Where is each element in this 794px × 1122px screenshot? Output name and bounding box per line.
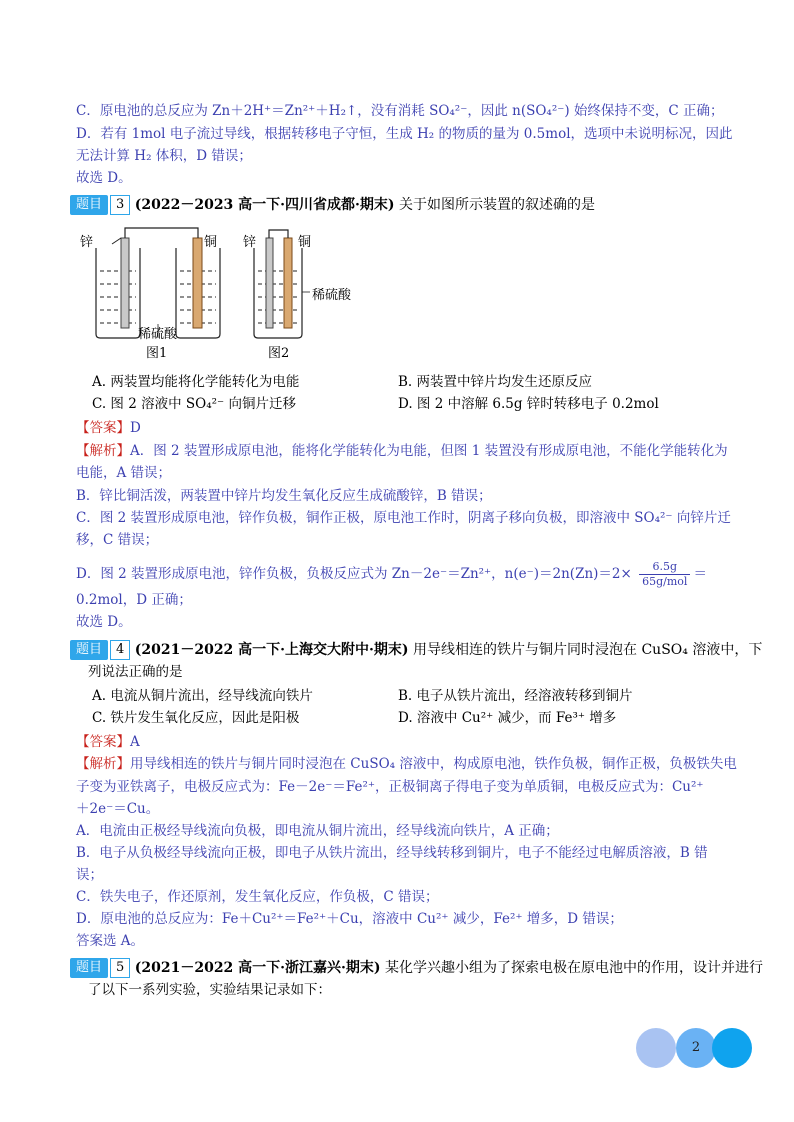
question-4-header	[70, 639, 762, 661]
q4-analysis-1: 【解析】用导线相连的铁片与铜片同时浸泡在 CuSO₄ 溶液中，构成原电池，铁作负极，铜作正极，负极铁失电	[76, 756, 737, 772]
fig1-caption: 图1	[146, 346, 168, 361]
q4-analysis-4: A．电流由正极经导线流向负极，即电流从铜片流出，经导线流向铁片，A 正确；	[76, 823, 559, 839]
question-3-header	[70, 194, 595, 216]
q3-option-b: B. 两装置中锌片均发生还原反应	[398, 374, 593, 390]
q4-analysis-2: 子变为亚铁离子，电极反应式为：Fe－2e⁻＝Fe²⁺，正极铜离子得电子变为单质铜，电极反应式为：Cu²⁺	[76, 779, 704, 795]
question-stem: 某化学兴趣小组为了探索电极在原电池中的作用，设计并进行	[385, 960, 764, 976]
q4-analysis-8: D．原电池的总反应为：Fe＋Cu²⁺＝Fe²⁺＋Cu，溶液中 Cu²⁺ 减少，Fe²⁺ 增多，D 错误；	[76, 911, 623, 927]
prev-analysis-d1: D．若有 1mol 电子流过导线，根据转移电子守恒，生成 H₂ 的物质的量为 0.5mol，选项中未说明标况，因此	[76, 126, 733, 142]
q3-analysis-3: B．锌比铜活泼，两装置中锌片均发生氧化反应生成硫酸锌，B 错误；	[76, 488, 492, 504]
q4-analysis-3: ＋2e⁻＝Cu。	[76, 801, 160, 817]
q3-analysis-8: 故选 D。	[76, 614, 132, 630]
q4-analysis-9: 答案选 A。	[76, 933, 145, 949]
question-stem: 用导线相连的铁片与铜片同时浸泡在 CuSO₄ 溶液中，下	[413, 642, 763, 658]
figure-1-beakers	[96, 228, 220, 338]
question-number: 5	[110, 958, 130, 978]
fig2-caption: 图2	[268, 346, 290, 361]
q4-analysis-6: 误；	[76, 867, 103, 883]
fraction: 6.5g 65g/mol	[639, 560, 690, 589]
q3-analysis-4: C．图 2 装置形成原电池，锌作负极，铜作正极，原电池工作时，阴离子移向负极，即溶液中 SO₄²⁻ 向锌片迁	[76, 510, 731, 526]
prev-answer: 故选 D。	[76, 170, 132, 186]
question-tag: 题目	[70, 195, 108, 215]
q5-stem-2: 了以下一系列实验，实验结果记录如下：	[88, 982, 331, 998]
fig1-acid-label: 稀硫酸	[138, 327, 178, 342]
q4-option-a: A. 电流从铜片流出，经导线流向铁片	[92, 688, 313, 704]
q4-analysis-7: C．铁失电子，作还原剂，发生氧化反应，作负极，C 错误；	[76, 889, 439, 905]
q4-option-c: C. 铁片发生氧化反应，因此是阳极	[92, 710, 300, 726]
question-tag: 题目	[70, 640, 108, 660]
page-number: 2	[676, 1028, 716, 1068]
page-decoration-right	[712, 1028, 752, 1068]
question-number: 4	[110, 640, 130, 660]
fig2-zinc-label: 锌	[243, 235, 257, 250]
prev-analysis-c: C．原电池的总反应为 Zn＋2H⁺＝Zn²⁺＋H₂↑，没有消耗 SO₄²⁻，因此 n(SO₄²⁻) 始终保持不变，C 正确；	[76, 103, 724, 119]
q3-option-a: A. 两装置均能将化学能转化为电能	[92, 374, 300, 390]
question-5-header	[70, 957, 763, 979]
q4-option-d: D. 溶液中 Cu²⁺ 减少，而 Fe³⁺ 增多	[398, 710, 617, 726]
q3-analysis-7: 0.2mol，D 正确；	[76, 592, 192, 608]
fig2-acid-label: 稀硫酸	[312, 288, 352, 303]
q3-analysis-6: D．图 2 装置形成原电池，锌作负极，负极反应式为 Zn－2e⁻＝Zn²⁺，n(e⁻)＝2n(Zn)＝2× 6.5g 65g/mol ＝	[76, 560, 707, 588]
question-number: 3	[110, 195, 130, 215]
q3-analysis-2: 电能，A 错误；	[76, 465, 172, 481]
q4-option-b: B. 电子从铁片流出，经溶液转移到铜片	[398, 688, 633, 704]
q3-analysis-5: 移，C 错误；	[76, 532, 159, 548]
question-source: (2021－2022 高一下·浙江嘉兴·期末)	[134, 960, 381, 976]
q4-answer: 【答案】A	[76, 734, 140, 750]
page-decoration-left	[636, 1028, 676, 1068]
fig1-copper-label: 铜	[204, 235, 218, 250]
question-tag: 题目	[70, 958, 108, 978]
q4-analysis-5: B．电子从负极经导线流向正极，即电子从铁片流出，经导线转移到铜片，电子不能经过电解质溶液，B 错	[76, 845, 708, 861]
question-source: (2022－2023 高一下·四川省成都·期末)	[134, 197, 395, 213]
question-source: (2021－2022 高一下·上海交大附中·期末)	[134, 642, 409, 658]
q3-analysis-1: 【解析】A．图 2 装置形成原电池，能将化学能转化为电能，但图 1 装置没有形成原电池，不能化学能转化为	[76, 443, 728, 459]
q4-stem-2: 列说法正确的是	[88, 664, 183, 680]
question-stem: 关于如图所示装置的叙述确的是	[399, 197, 596, 213]
fig1-zinc-label: 锌	[80, 235, 94, 250]
q3-option-d: D. 图 2 中溶解 6.5g 锌时转移电子 0.2mol	[398, 396, 659, 412]
q3-answer: 【答案】D	[76, 420, 141, 436]
fig2-copper-label: 铜	[298, 235, 312, 250]
prev-analysis-d2: 无法计算 H₂ 体积，D 错误；	[76, 148, 252, 164]
q3-option-c: C. 图 2 溶液中 SO₄²⁻ 向铜片迁移	[92, 396, 296, 412]
